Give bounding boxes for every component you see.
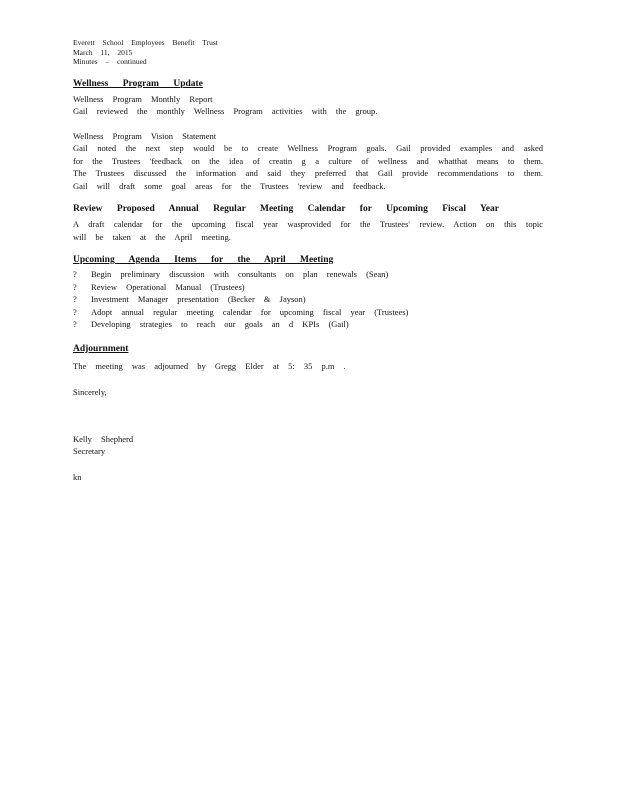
bullet-icon: ? (73, 294, 77, 304)
typist-initials: kn (73, 471, 82, 482)
calendar-text: A draft calendar for the upcoming fiscal year wasprovided for the Trustees' review. Action on this topic will be taken at the April meeting. (73, 219, 543, 242)
calendar-heading: Review Proposed Annual Regular Meeting Calendar for Upcoming Fiscal Year (73, 204, 499, 214)
agenda-heading: Upcoming Agenda Items for the April Meeting (73, 255, 334, 265)
signer-title: Secretary (73, 446, 106, 456)
adjournment-heading: Adjournment (73, 343, 129, 354)
salutation: Sincerely, (73, 387, 107, 397)
calendar-section (73, 203, 543, 243)
header-org: Everett School Employees Benefit Trust (73, 38, 218, 47)
header-minutes: Minutes – continued (73, 57, 147, 66)
bullet-icon: ? (73, 319, 77, 329)
list-item: ? Investment Manager presentation (Becker & Jayson) (73, 294, 306, 304)
list-item: ? Review Operational Manual (Trustees) (73, 281, 245, 292)
agenda-list (73, 268, 543, 331)
agenda-section (73, 254, 543, 331)
list-item: ? Developing strategies to reach our goals an d KPIs (Gail) (73, 319, 349, 329)
document-page (73, 38, 543, 483)
wellness-section (73, 78, 543, 193)
list-item: ? Adopt annual regular meeting calendar for upcoming fiscal year (Trustees) (73, 306, 409, 317)
wellness-vision-text: Gail noted the next step would be to create Wellness Program goals. Gail provided examples and asked for the Trustees 'feedback on the idea of creatin g a culture of wellness and whatthat means to them. The Trustees discussed the information and said they preferred that Gail provide recommendations to them. Gail will draft some goal areas for the Trustees 'review and feedback. (73, 143, 543, 191)
signer-name: Kelly Shepherd (73, 433, 134, 444)
wellness-subheading-report: Wellness Program Monthly Report (73, 93, 213, 104)
bullet-icon: ? (73, 269, 77, 279)
signature-block (73, 433, 543, 458)
list-item: ? Begin preliminary discussion with consultants on plan renewals (Sean) (73, 269, 389, 279)
wellness-subheading-vision: Wellness Program Vision Statement (73, 130, 217, 141)
header-date: March 11, 2015 (73, 47, 133, 57)
adjournment-section (73, 343, 543, 373)
document-header (73, 38, 543, 67)
wellness-heading: Wellness Program Update (73, 78, 203, 89)
bullet-icon: ? (73, 281, 77, 292)
wellness-report-text: Gail reviewed the monthly Wellness Program activities with the group. (73, 106, 378, 116)
bullet-icon: ? (73, 306, 77, 317)
adjournment-text: The meeting was adjourned by Gregg Elder at 5: 35 p.m . (73, 360, 346, 371)
